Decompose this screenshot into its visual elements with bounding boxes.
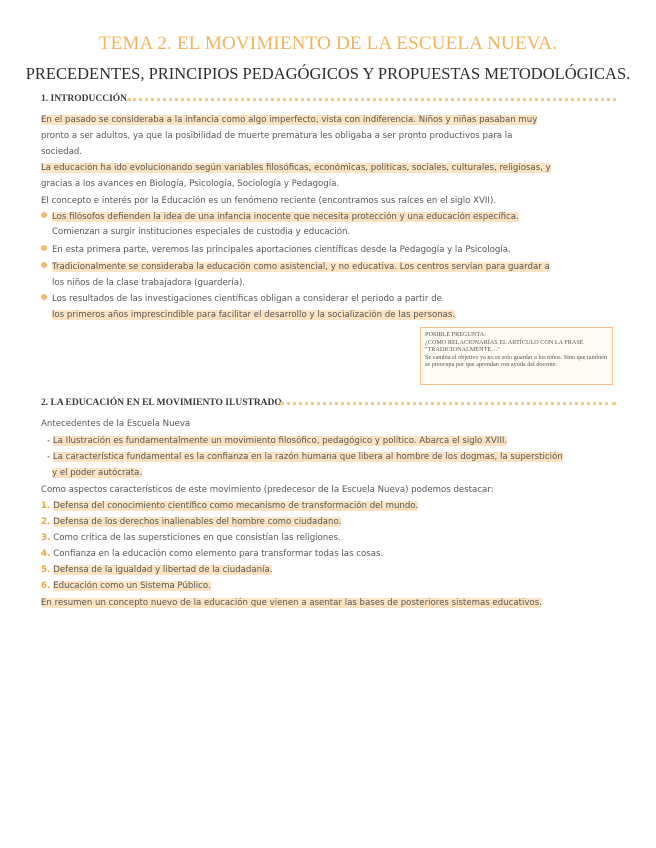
list-item: En esta primera parte, veremos las principales aportaciones científicas desde la Pedagogía y la Psicología. [41, 245, 511, 256]
text-line: - La característica fundamental es la confianza en la razón humana que libera al hombre de los dogmas, la superstición [47, 452, 563, 462]
note-question: ¿COMO RELACIONARÍAS EL ARTÍCULO CON LA FRASE "TRADICIONALMENTE…" [425, 338, 584, 354]
text-line: En resumen un concepto nuevo de la educación que vienen a asentar las bases de posteriores sistemas educativos. [41, 598, 542, 608]
list-item: Los resultados de las investigaciones científicas obligan a considerar el periodo a partir de [41, 294, 442, 305]
text-line: - La Ilustración es fundamentalmente un movimiento filosófico, pedagógico y político. Abarca el siglo XVIII. [47, 436, 508, 446]
text-line: El concepto e interés por la Educación es un fenómeno reciente (encontramos sus raíces en el siglo XVII). [41, 196, 497, 206]
text-line: sociedad. [41, 147, 83, 157]
text-line: Comienzan a surgir instituciones especiales de custodia y educación. [52, 227, 351, 237]
possible-question-note [420, 327, 613, 385]
page-subtitle: PRECEDENTES, PRINCIPIOS PEDAGÓGICOS Y PROPUESTAS METODOLÓGICAS. [25, 64, 631, 83]
page-title: TEMA 2. EL MOVIMIENTO DE LA ESCUELA NUEVA. [98, 33, 558, 54]
list-item: 3. Como crítica de las supersticiones en que consistían las religiones. [41, 533, 341, 543]
text-line: En el pasado se consideraba a la infancia como algo imperfecto, vista con indiferencia. Niños y niñas pasaban muy [41, 115, 538, 125]
list-item: 1. Defensa del conocimiento científico como mecanismo de transformación del mundo. [41, 501, 419, 511]
bullet-icon [41, 262, 47, 268]
note-answer: Se cambia el objetivo ya no es solo guardar a los niños. Sino que también se preocupa por que aprendan con ayuda del docente. [425, 353, 607, 369]
bullet-icon [41, 245, 47, 251]
text-line: gracias a los avances en Biología, Psicología, Sociología y Pedagogía. [41, 179, 340, 189]
section-heading-ilustracion: 2. LA EDUCACIÓN EN EL MOVIMIENTO ILUSTRADO. [41, 398, 285, 408]
text-line: y el poder autócrata. [52, 468, 143, 478]
section-divider [128, 98, 616, 101]
bullet-icon [41, 212, 47, 218]
bullet-icon [41, 294, 47, 300]
text-line: Antecedentes de la Escuela Nueva [41, 419, 191, 429]
list-item: Tradicionalmente se consideraba la educación como asistencial, y no educativa. Los centros servían para guardar a [41, 262, 550, 273]
text-line: los primeros años imprescindible para facilitar el desarrollo y la socialización de las personas. [52, 310, 456, 320]
list-item: 2. Defensa de los derechos inalienables del hombre como ciudadano. [41, 517, 342, 527]
list-item: 5. Defensa de la igualdad y libertad de la ciudadanía. [41, 565, 273, 575]
text-line: Como aspectos característicos de este movimiento (predecesor de la Escuela Nueva) podemos destacar: [41, 485, 494, 495]
list-item: Los filósofos defienden la idea de una infancia inocente que necesita protección y una educación específica. [41, 212, 519, 223]
list-item: 6. Educación como un Sistema Público. [41, 581, 211, 591]
section-divider [280, 402, 616, 405]
text-line: los niños de la clase trabajadora (guardería). [52, 278, 246, 288]
section-heading-introduccion: 1. INTRODUCCIÓN. [41, 94, 130, 104]
list-item: 4. Confianza en la educación como elemento para transformar todas las cosas. [41, 549, 384, 559]
note-label: POSIBLE PREGUNTA: [425, 331, 486, 338]
text-line: pronto a ser adultos, ya que la posibilidad de muerte prematura les obligaba a ser pronto productivos para la [41, 131, 513, 141]
text-line: La educación ha ido evolucionando según variables filosóficas, económicas, políticas, sociales, culturales, religiosas, y [41, 163, 551, 173]
